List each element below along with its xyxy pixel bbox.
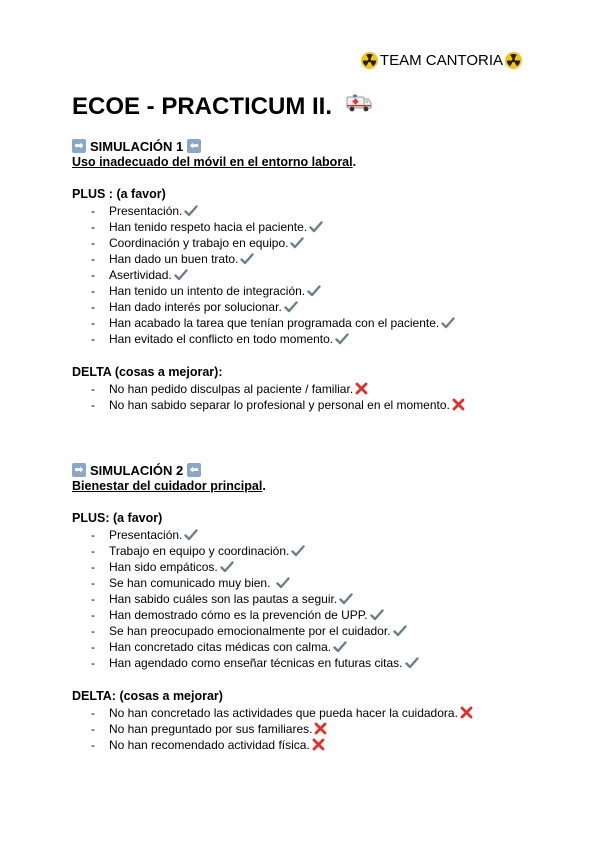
list-item: - Han evitado el conflicto en todo momento.: [72, 331, 542, 347]
check-icon: [184, 529, 198, 541]
list-item: - Han sido empáticos.: [72, 559, 542, 575]
plus-list: [72, 527, 542, 671]
arrow-left-icon: ⬅: [187, 463, 201, 477]
list-item: - Han tenido respeto hacia el paciente.: [72, 219, 542, 235]
list-item: - Se han comunicado muy bien.: [72, 575, 542, 591]
check-icon: [333, 641, 347, 653]
cross-icon: [460, 706, 473, 719]
check-icon: [290, 237, 304, 249]
check-icon: [184, 205, 198, 217]
radioactive-icon: [361, 52, 378, 69]
plus-list: [72, 203, 542, 347]
cross-icon: [312, 738, 325, 751]
check-icon: [307, 285, 321, 297]
check-icon: [240, 253, 254, 265]
sim-heading-text: SIMULACIÓN 1: [90, 138, 184, 154]
list-item: - No han concretado las actividades que pueda hacer la cuidadora.: [72, 705, 542, 721]
sim-subtitle: Uso inadecuado del móvil en el entorno laboral.: [72, 155, 357, 169]
sim-heading: [72, 138, 542, 154]
list-item: - Asertividad.: [72, 267, 542, 283]
radioactive-icon: [505, 52, 522, 69]
team-label: [361, 52, 522, 69]
cross-icon: [314, 722, 327, 735]
sim-heading: [72, 462, 542, 478]
list-item: - Han concretado citas médicas con calma.: [72, 639, 542, 655]
list-item: - No han preguntado por sus familiares.: [72, 721, 542, 737]
list-item: - Han dado un buen trato.: [72, 251, 542, 267]
check-icon: [174, 269, 188, 281]
cross-icon: [452, 398, 465, 411]
delta-title: DELTA: (cosas a mejorar): [72, 689, 223, 703]
delta-title: DELTA (cosas a mejorar):: [72, 365, 223, 379]
check-icon: [276, 577, 290, 589]
check-icon: [309, 221, 323, 233]
arrow-left-icon: ⬅: [187, 139, 201, 153]
check-icon: [441, 317, 455, 329]
list-item: - No han sabido separar lo profesional y personal en el momento.: [72, 397, 542, 413]
delta-list: [72, 381, 542, 413]
list-item: - Presentación.: [72, 203, 542, 219]
list-item: - Han sabido cuáles son las pautas a seguir.: [72, 591, 542, 607]
list-item: - Han agendado como enseñar técnicas en futuras citas.: [72, 655, 542, 671]
check-icon: [335, 333, 349, 345]
list-item: - Han demostrado cómo es la prevención de UPP.: [72, 607, 542, 623]
page-title-text: ECOE - PRACTICUM II.: [72, 92, 333, 120]
cross-icon: [355, 382, 368, 395]
ambulance-icon: [346, 92, 372, 121]
arrow-right-icon: ➡: [72, 139, 86, 153]
check-icon: [220, 561, 234, 573]
check-icon: [393, 625, 407, 637]
delta-list: [72, 705, 542, 753]
list-item: - No han pedido disculpas al paciente / familiar.: [72, 381, 542, 397]
page-title: [72, 92, 372, 121]
list-item: - Han dado interés por solucionar.: [72, 299, 542, 315]
list-item: - No han recomendado actividad física.: [72, 737, 542, 753]
simulation-1: [72, 138, 542, 413]
arrow-right-icon: ➡: [72, 463, 86, 477]
list-item: - Han tenido un intento de integración.: [72, 283, 542, 299]
sim-subtitle: Bienestar del cuidador principal.: [72, 479, 266, 493]
check-icon: [339, 593, 353, 605]
plus-title: PLUS: (a favor): [72, 511, 163, 525]
plus-title: PLUS : (a favor): [72, 187, 166, 201]
team-name: TEAM CANTORIA: [379, 52, 503, 69]
simulation-2: [72, 462, 542, 753]
list-item: - Se han preocupado emocionalmente por el cuidador.: [72, 623, 542, 639]
sim-heading-text: SIMULACIÓN 2: [90, 462, 184, 478]
check-icon: [405, 657, 419, 669]
check-icon: [291, 545, 305, 557]
check-icon: [284, 301, 298, 313]
check-icon: [370, 609, 384, 621]
list-item: - Presentación.: [72, 527, 542, 543]
list-item: - Han acabado la tarea que tenían programada con el paciente.: [72, 315, 542, 331]
list-item: - Trabajo en equipo y coordinación.: [72, 543, 542, 559]
list-item: - Coordinación y trabajo en equipo.: [72, 235, 542, 251]
